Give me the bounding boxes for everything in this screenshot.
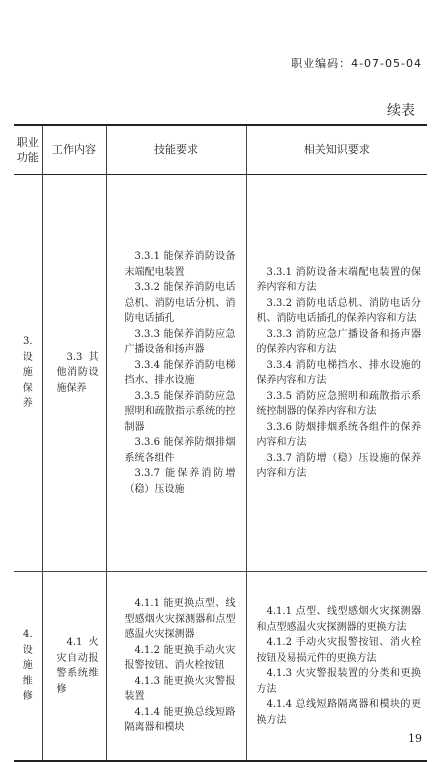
work-content-text: 4.1 火灾自动报警系统维修 bbox=[56, 637, 99, 695]
knowledge-item: 3.3.2 消防电话总机、消防电话分机、消防电话插孔的保养内容和方法 bbox=[256, 297, 421, 324]
skill-item: 3.3.6 能保养防烟排烟系统各组件 bbox=[124, 437, 236, 464]
skill-item: 3.3.5 能保养消防应急照明和疏散指示系统的控制器 bbox=[124, 390, 236, 433]
skill-item: 3.3.7 能保养消防增（稳）压设施 bbox=[124, 468, 236, 495]
skill-item: 4.1.2 能更换手动火灾报警按钮、消火栓按钮 bbox=[124, 644, 236, 672]
table-header-row bbox=[14, 125, 427, 175]
work-content-text: 3.3 其他消防设施保养 bbox=[56, 351, 99, 394]
knowledge-item: 4.1.2 手动火灾报警按钮、消火栓按钮及易损元件的更换方法 bbox=[256, 637, 421, 664]
skill-item: 4.1.4 能更换总线短路隔离器和模块 bbox=[124, 706, 236, 734]
skill-item: 4.1.1 能更换点型、线型感烟火灾探测器和点型感温火灾探测器 bbox=[124, 598, 236, 641]
column-header-work: 工作内容 bbox=[42, 125, 106, 175]
skill-item: 3.3.3 能保养消防应急广播设备和扬声器 bbox=[124, 328, 236, 355]
knowledge-item: 3.3.1 消防设备末端配电装置的保养内容和方法 bbox=[256, 266, 421, 293]
table-row bbox=[14, 175, 427, 572]
knowledge-item: 4.1.4 总线短路隔离器和模块的更换方法 bbox=[256, 699, 421, 726]
column-header-skills: 技能要求 bbox=[106, 125, 246, 175]
skill-requirements-cell bbox=[106, 572, 246, 762]
knowledge-item: 3.3.4 消防电梯挡水、排水设施的保养内容和方法 bbox=[256, 359, 421, 386]
knowledge-item: 4.1.3 火灾警报装置的分类和更换方法 bbox=[256, 668, 421, 695]
occupation-code: 职业编码：4-07-05-04 bbox=[291, 57, 422, 70]
knowledge-item: 3.3.7 消防增（稳）压设施的保养内容和方法 bbox=[256, 452, 421, 479]
skill-item: 3.3.4 能保养消防电梯挡水、排水设施 bbox=[124, 359, 236, 386]
work-content-cell bbox=[42, 572, 106, 762]
knowledge-item: 3.3.3 消防应急广播设备和扬声器的保养内容和方法 bbox=[256, 328, 421, 355]
knowledge-requirements-cell bbox=[246, 175, 427, 572]
knowledge-requirements-cell bbox=[246, 572, 427, 762]
skills-table bbox=[14, 124, 427, 762]
knowledge-item: 4.1.1 点型、线型感烟火灾探测器和点型感温火灾探测器的更换方法 bbox=[256, 606, 421, 633]
knowledge-item: 3.3.6 防烟排烟系统各组件的保养内容和方法 bbox=[256, 421, 421, 448]
function-cell: 3.设施保养 bbox=[14, 175, 42, 572]
function-cell: 4.设施维修 bbox=[14, 572, 42, 762]
column-header-function: 职业功能 bbox=[14, 125, 42, 175]
continued-label: 续表 bbox=[387, 103, 415, 119]
table-row bbox=[14, 572, 427, 762]
skill-item: 3.3.1 能保养消防设备末端配电装置 bbox=[124, 251, 236, 278]
work-content-cell bbox=[42, 175, 106, 572]
skill-item: 3.3.2 能保养消防电话总机、消防电话分机、消防电话插孔 bbox=[124, 282, 236, 324]
knowledge-item: 3.3.5 消防应急照明和疏散指示系统控制器的保养内容和方法 bbox=[256, 390, 421, 417]
skill-item: 4.1.3 能更换火灾警报装置 bbox=[124, 675, 236, 703]
skill-requirements-cell bbox=[106, 175, 246, 572]
column-header-knowledge: 相关知识要求 bbox=[246, 125, 427, 175]
page-number: 19 bbox=[408, 732, 422, 745]
